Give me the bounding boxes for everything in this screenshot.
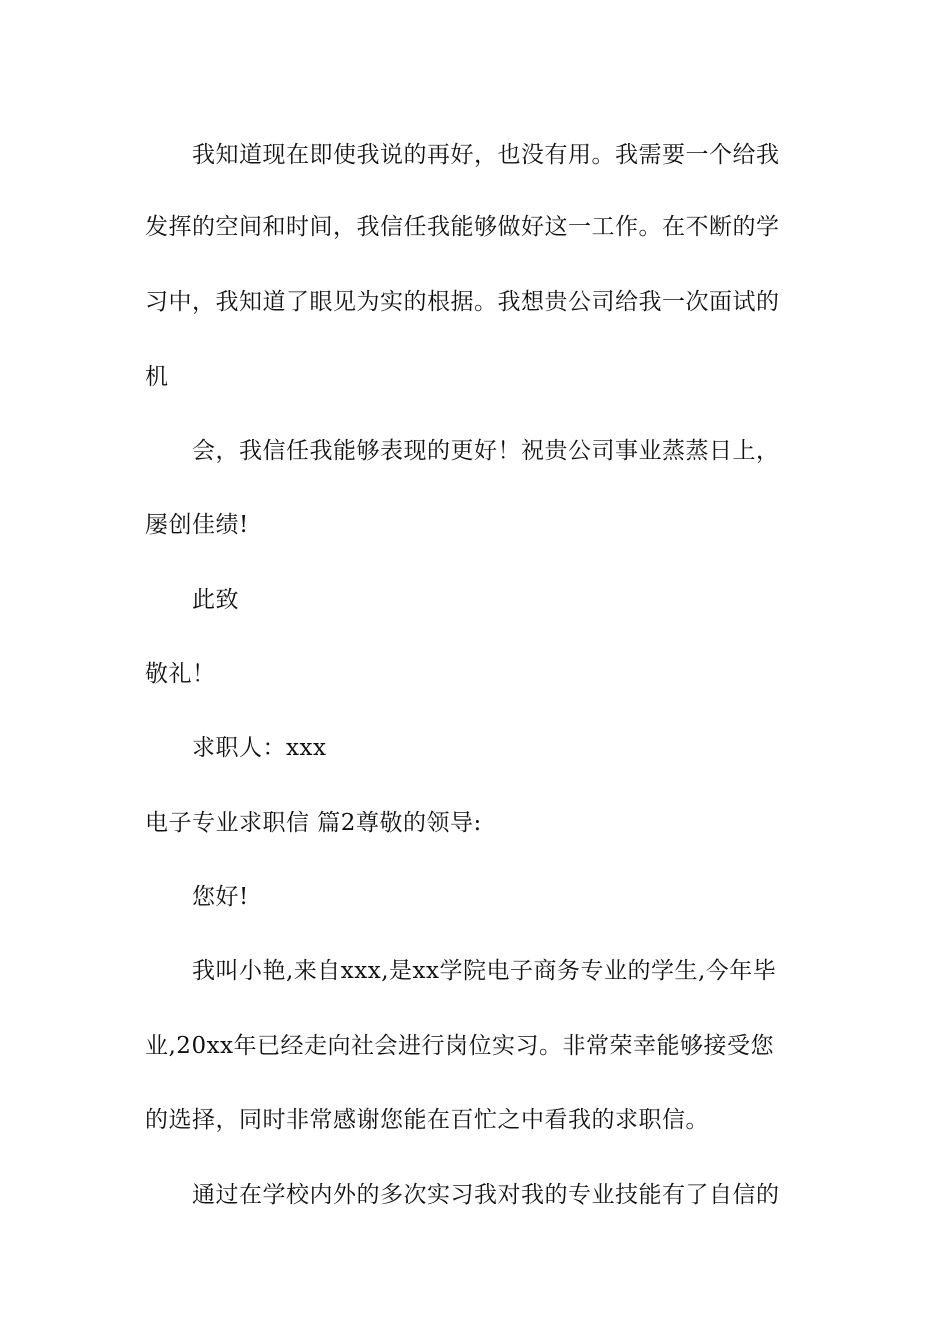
paragraph-line: 我知道现在即使我说的再好，也没有用。我需要一个给我 — [192, 142, 780, 168]
paragraph-line: 屡创佳绩! — [145, 512, 249, 538]
section-heading: 电子专业求职信 篇2尊敬的领导: — [145, 810, 482, 836]
closing-regards: 敬礼！ — [145, 661, 216, 687]
paragraph-line: 的选择，同时非常感谢您能在百忙之中看我的求职信。 — [145, 1107, 709, 1133]
greeting: 您好! — [192, 884, 249, 910]
paragraph-line: 习中，我知道了眼见为实的根据。我想贵公司给我一次面试的 — [145, 289, 780, 315]
paragraph-line: 我叫小艳,来自xxx,是xx学院电子商务专业的学生,今年毕 — [192, 958, 777, 984]
paragraph-line: 业,20xx年已经走向社会进行岗位实习。非常荣幸能够接受您 — [145, 1033, 775, 1059]
paragraph-line: 机 — [145, 364, 169, 390]
paragraph-line: 会，我信任我能够表现的更好！祝贵公司事业蒸蒸日上， — [192, 438, 780, 464]
paragraph-line: 通过在学校内外的多次实习我对我的专业技能有了自信的 — [192, 1182, 780, 1208]
paragraph-line: 发挥的空间和时间，我信任我能够做好这一工作。在不断的学 — [145, 214, 780, 240]
closing-salutation: 此致 — [192, 587, 239, 613]
applicant-signature: 求职人：xxx — [192, 735, 327, 761]
